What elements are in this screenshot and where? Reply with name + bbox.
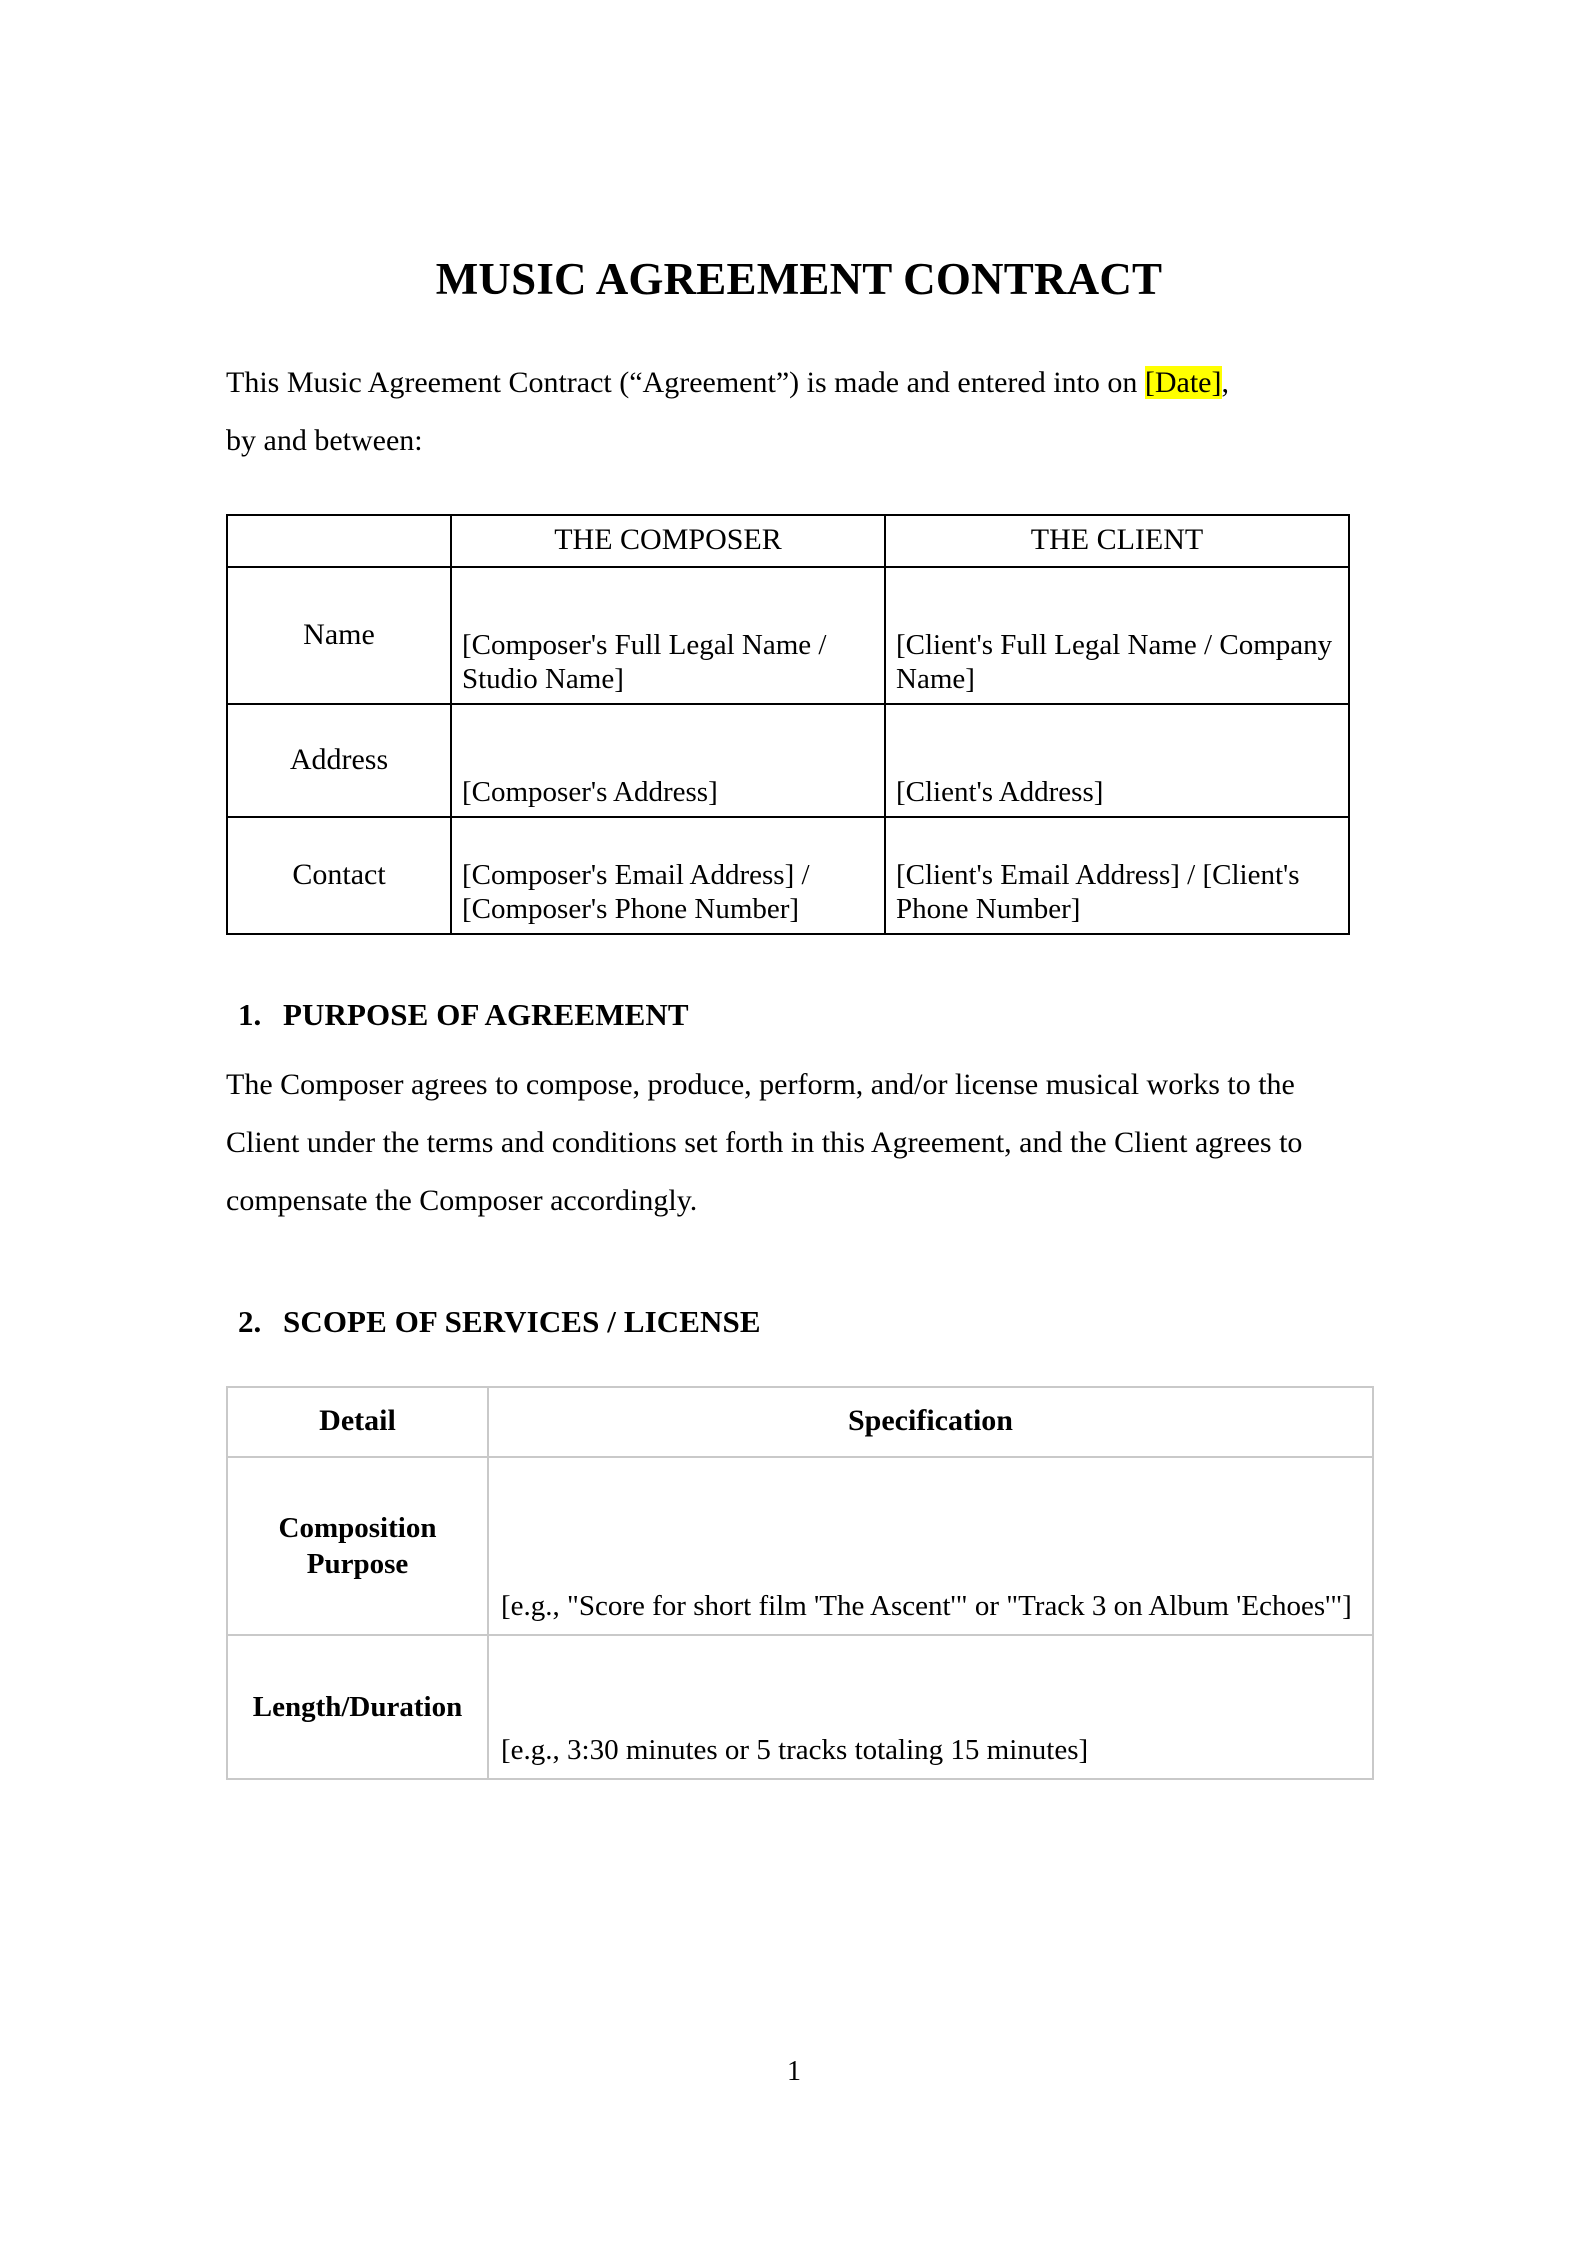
scope-header-specification: Specification (488, 1387, 1373, 1457)
table-row (227, 1457, 1373, 1635)
composer-contact-value[interactable]: [Composer's Email Address] / [Composer's Phone Number] (451, 817, 885, 934)
section-number-2: 2. (238, 1304, 262, 1340)
detail-length-duration: Length/Duration (227, 1635, 488, 1779)
section-heading-2 (226, 1304, 1372, 1340)
table-row (227, 567, 1349, 704)
intro-paragraph (226, 354, 1372, 470)
client-contact-value[interactable]: [Client's Email Address] / [Client's Phone Number] (885, 817, 1349, 934)
parties-table (226, 514, 1350, 935)
table-row (227, 1635, 1373, 1779)
intro-line-two: by and between: (226, 423, 423, 457)
table-header-row (227, 515, 1349, 567)
table-header-row (227, 1387, 1373, 1457)
table-row (227, 817, 1349, 934)
scope-header-detail: Detail (227, 1387, 488, 1457)
date-placeholder[interactable]: [Date] (1144, 365, 1222, 399)
page-number-footer: 1 (787, 2056, 801, 2087)
row-label-address: Address (227, 704, 451, 817)
row-label-name: Name (227, 567, 451, 704)
parties-header-client: THE CLIENT (885, 515, 1349, 567)
section-title-1: PURPOSE OF AGREEMENT (283, 996, 689, 1032)
scope-table (226, 1386, 1374, 1780)
section-heading-1 (226, 997, 1372, 1033)
parties-header-composer: THE COMPOSER (451, 515, 885, 567)
detail-composition-purpose: Composition Purpose (227, 1457, 488, 1635)
row-label-contact: Contact (227, 817, 451, 934)
intro-text-after: , (1221, 365, 1229, 399)
section-1-body: The Composer agrees to compose, produce, perform, and/or license musical works to the Client under the terms and conditions set forth in this Agreement, and the Client agrees to compensate the Composer accordingly. (226, 1068, 1303, 1218)
client-address-value[interactable]: [Client's Address] (885, 704, 1349, 817)
composer-name-value[interactable]: [Composer's Full Legal Name / Studio Name] (451, 567, 885, 704)
table-row (227, 704, 1349, 817)
page-content (226, 0, 1372, 1780)
spec-composition-purpose[interactable]: [e.g., "Score for short film 'The Ascent'" or "Track 3 on Album 'Echoes'"] (488, 1457, 1373, 1635)
spec-length-duration[interactable]: [e.g., 3:30 minutes or 5 tracks totaling 15 minutes] (488, 1635, 1373, 1779)
section-number-1: 1. (238, 996, 262, 1032)
composer-address-value[interactable]: [Composer's Address] (451, 704, 885, 817)
section-title-2: SCOPE OF SERVICES / LICENSE (283, 1304, 761, 1340)
page-title: MUSIC AGREEMENT CONTRACT (435, 254, 1163, 304)
client-name-value[interactable]: [Client's Full Legal Name / Company Name] (885, 567, 1349, 704)
intro-text-before: This Music Agreement Contract (“Agreement”) is made and entered into on (226, 365, 1145, 399)
parties-header-blank (227, 515, 451, 567)
